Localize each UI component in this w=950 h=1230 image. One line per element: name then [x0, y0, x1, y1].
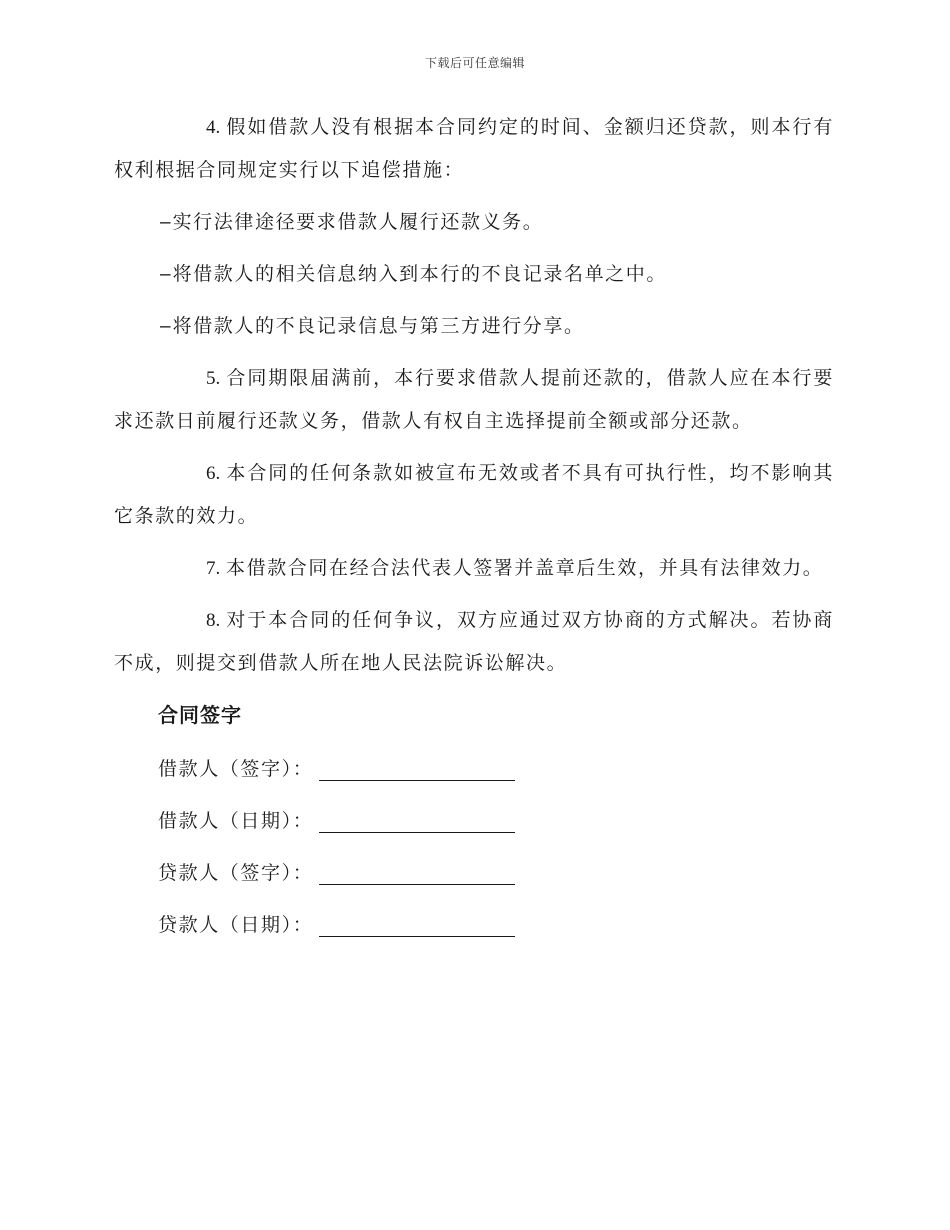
clause-text: 本借款合同在经合法代表人签署并盖章后生效，并具有法律效力。: [226, 557, 824, 579]
clause-number: 4.: [206, 117, 221, 138]
bullet-text: 将借款人的相关信息纳入到本行的不良记录名单之中。: [172, 263, 667, 285]
signature-row-lender-sign: [158, 849, 834, 893]
signature-blank-line[interactable]: [319, 862, 515, 885]
signature-row-borrower-date: [158, 797, 834, 841]
clause-number: 7.: [206, 558, 221, 579]
signature-blank-line[interactable]: [319, 758, 515, 781]
signature-label: 借款人（日期）：: [158, 809, 314, 832]
bullet-dash: –: [160, 212, 171, 233]
date-blank-line[interactable]: [319, 914, 515, 937]
clause-6: [114, 452, 834, 538]
page-header: 下载后可任意编辑: [424, 56, 525, 70]
signature-label: 贷款人（签字）：: [158, 861, 314, 884]
signature-section-title: 合同签字: [158, 703, 242, 727]
clause-4: [114, 106, 834, 192]
signature-row-lender-date: [158, 901, 834, 945]
bullet-text: 将借款人的不良记录信息与第三方进行分享。: [172, 315, 585, 337]
clause-5: [114, 357, 834, 443]
signature-row-borrower-sign: [158, 745, 834, 789]
date-blank-line[interactable]: [319, 810, 515, 833]
signature-label: 贷款人（日期）：: [158, 913, 314, 936]
bullet-dash: –: [160, 316, 171, 337]
clause-number: 8.: [206, 610, 221, 631]
bullet-item: [114, 253, 834, 296]
clause-text: 本合同的任何条款如被宣布无效或者不具有可执行性，均不影响其它条款的效力。: [114, 462, 834, 527]
clause-8: [114, 599, 834, 685]
bullet-text: 实行法律途径要求借款人履行还款义务。: [172, 211, 544, 233]
document-body: [114, 106, 834, 953]
bullet-item: [114, 201, 834, 244]
signature-label: 借款人（签字）：: [158, 757, 314, 780]
bullet-item: [114, 305, 834, 348]
bullet-dash: –: [160, 264, 171, 285]
clause-number: 5.: [206, 368, 221, 389]
clause-text: 对于本合同的任何争议，双方应通过双方协商的方式解决。若协商不成，则提交到借款人所在地人民法院诉讼解决。: [114, 609, 834, 674]
clause-number: 6.: [206, 463, 221, 484]
clause-7: [114, 547, 834, 590]
clause-text: 假如借款人没有根据本合同约定的时间、金额归还贷款，则本行有权利根据合同规定实行以下追偿措施：: [114, 116, 834, 181]
clause-text: 合同期限届满前，本行要求借款人提前还款的，借款人应在本行要求还款日前履行还款义务，借款人有权自主选择提前全额或部分还款。: [114, 367, 834, 432]
